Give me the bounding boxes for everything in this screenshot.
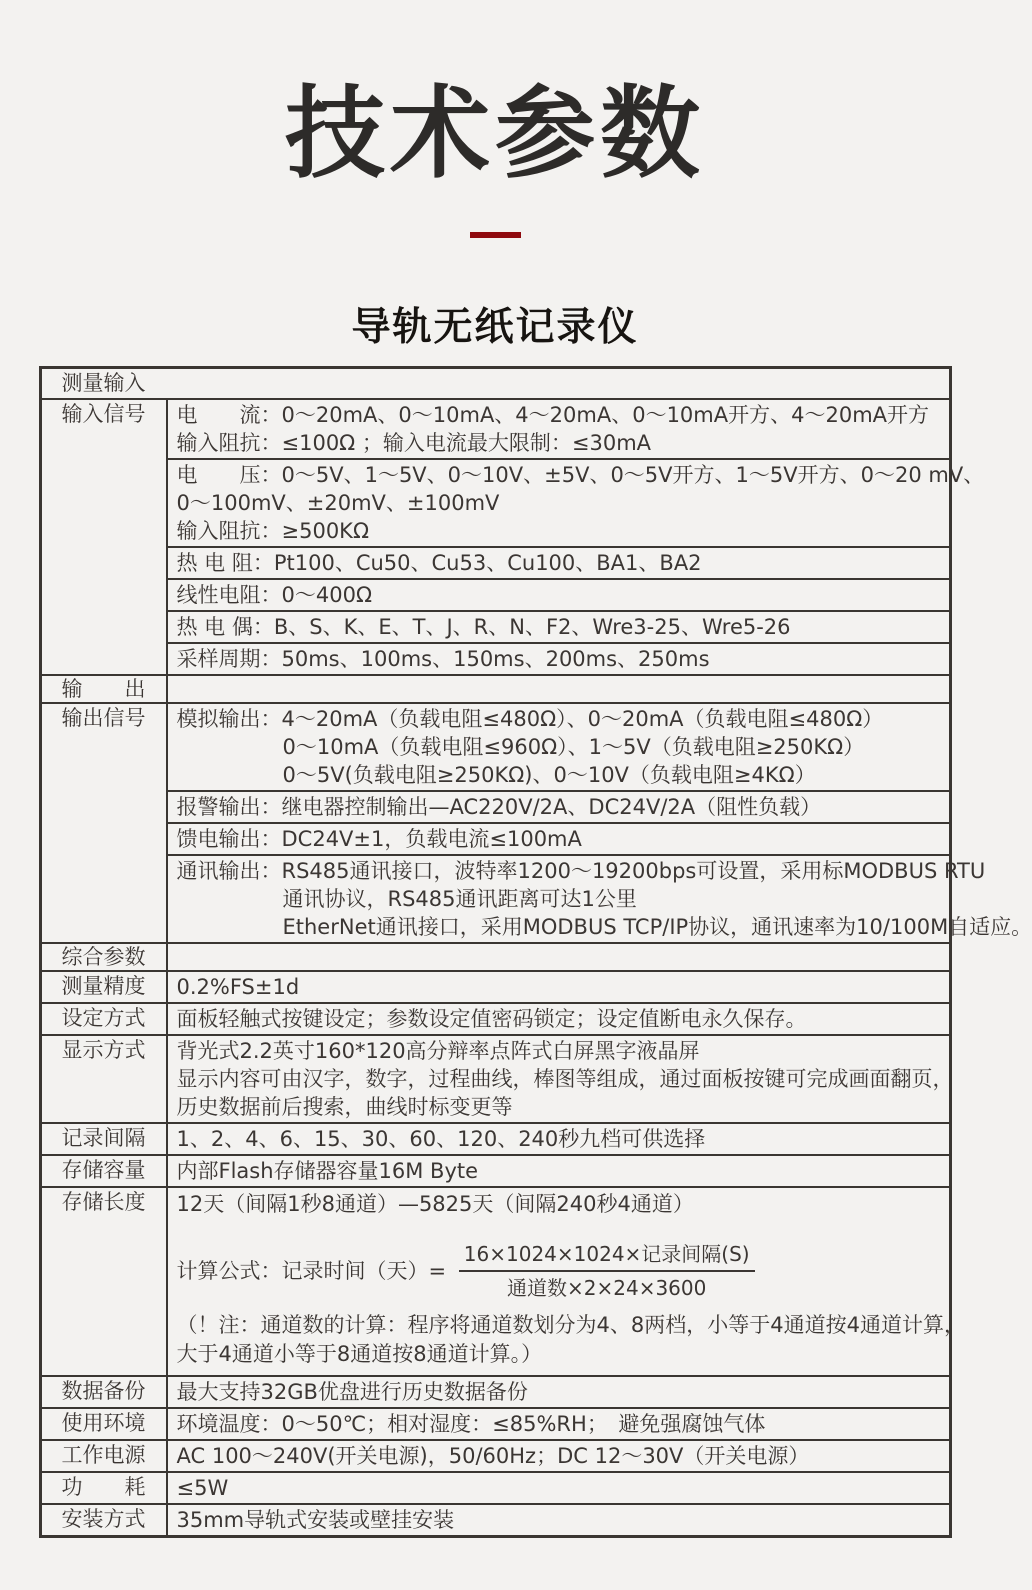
spec-line: 显示内容可由汉字，数字，过程曲线，棒图等组成，通过面板按键可完成画面翻页，: [176, 1067, 954, 1091]
table-row: [42, 1122, 949, 1154]
title-accent-divider: [470, 232, 521, 238]
fraction-numerator: 16×1024×1024×记录间隔(S): [459, 1241, 755, 1272]
spec-line: 热 电 阻：Pt100、Cu50、Cu53、Cu100、BA1、BA2: [176, 551, 702, 575]
table-row: [42, 1002, 949, 1034]
row-label: 使用环境: [42, 1409, 168, 1439]
spec-line: EtherNet通讯接口，采用MODBUS TCP/IP协议，通讯速率为10/100M自适应。: [282, 915, 1032, 939]
row-content: [168, 1188, 965, 1375]
spec-line: ≤5W: [176, 1476, 229, 1500]
spec-line: 环境温度：0～50℃；相对湿度：≤85%RH； 避免强腐蚀气体: [176, 1412, 766, 1436]
spec-line: 报警输出：继电器控制输出—AC220V/2A、DC24V/2A（阻性负载）: [176, 795, 822, 819]
storage-formula: [177, 1241, 949, 1301]
row-content: [168, 1004, 949, 1034]
spec-subrow: [168, 1156, 949, 1186]
row-label: 功 耗: [42, 1473, 168, 1503]
spec-line: 0～5V(负载电阻≥250KΩ)、0～10V（负载电阻≥4KΩ）: [282, 763, 816, 787]
spec-line: 背光式2.2英寸160*120高分辩率点阵式白屏黑字液晶屏: [176, 1039, 700, 1063]
spec-subrow: [168, 642, 949, 674]
formula-fraction: [459, 1241, 755, 1301]
spec-subrow: [168, 1441, 949, 1471]
spec-line: 0～10mA（负载电阻≤960Ω）、1～5V（负载电阻≥250KΩ）: [282, 735, 865, 759]
table-row: [42, 1471, 949, 1503]
row-content: [168, 1505, 949, 1535]
spec-line: 内部Flash存储器容量16M Byte: [176, 1159, 479, 1183]
row-label: 存储容量: [42, 1156, 168, 1186]
product-subtitle: 导轨无纸记录仪: [351, 305, 639, 350]
formula-prefix: 计算公式：记录时间（天）=: [176, 1259, 453, 1283]
table-row: [42, 1186, 965, 1375]
spec-line: 通讯协议，RS485通讯距离可达1公里: [282, 887, 637, 911]
spec-line: 采样周期：50ms、100ms、150ms、200ms、250ms: [176, 647, 710, 671]
spec-line: 输入阻抗：≤100Ω ；输入电流最大限制：≤30mA: [176, 431, 652, 455]
table-row: [42, 1034, 954, 1122]
spec-table: [39, 366, 1032, 1538]
storage-note-line: 大于4通道小等于8通道按8通道计算。）: [176, 1342, 543, 1366]
spec-subrow: [168, 1036, 954, 1122]
spec-line: 电 流：0～20mA、0～10mA、4～20mA、0～10mA开方、4～20mA开方: [176, 403, 930, 427]
table-row: [42, 398, 985, 674]
spec-line: 电 压：0～5V、1～5V、0～10V、±5V、0～5V开方、1～5V开方、0～20 mV、: [176, 463, 985, 487]
row-content: [168, 1409, 949, 1439]
spec-subrow: [168, 1004, 949, 1034]
row-content: [168, 676, 949, 702]
row-content: [168, 704, 1032, 942]
row-label: 测量精度: [42, 972, 168, 1002]
spec-subrow: [168, 1409, 949, 1439]
spec-sheet-page: [0, 75, 1032, 1590]
table-row: [42, 942, 949, 970]
table-row: [42, 970, 949, 1002]
spec-subrow: [168, 1473, 949, 1503]
table-row: [42, 1154, 949, 1186]
spec-subrow: [168, 790, 949, 822]
spec-subrow: [168, 578, 949, 610]
spec-line: 输入阻抗：≥500KΩ: [176, 519, 369, 543]
row-content: [168, 972, 949, 1002]
row-label: 输 出: [42, 676, 168, 702]
row-content: [168, 944, 949, 970]
row-label: 综合参数: [42, 944, 168, 970]
spec-line: 0.2%FS±1d: [176, 975, 300, 999]
storage-range-line: 12天（间隔1秒8通道）—5825天（间隔240秒4通道）: [176, 1192, 694, 1216]
spec-line: 通讯输出：RS485通讯接口，波特率1200～19200bps可设置，采用标MODBUS RTU: [176, 859, 986, 883]
spec-line: 模拟输出：4～20mA（负载电阻≤480Ω）、0～20mA（负载电阻≤480Ω）: [176, 707, 884, 731]
row-label: 数据备份: [42, 1377, 168, 1407]
row-content: [168, 1473, 949, 1503]
row-content: [168, 1377, 949, 1407]
spec-subrow: [168, 1505, 949, 1535]
row-label: 输入信号: [42, 400, 168, 674]
storage-cell: [168, 1188, 965, 1375]
row-label: 存储长度: [42, 1188, 168, 1375]
spec-subrow: [168, 1377, 949, 1407]
spec-line: 最大支持32GB优盘进行历史数据备份: [176, 1380, 528, 1404]
spec-line: 线性电阻：0～400Ω: [176, 583, 372, 607]
row-label: 显示方式: [42, 1036, 168, 1122]
row-label: 输出信号: [42, 704, 168, 942]
row-content: [168, 1036, 954, 1122]
table-row: [42, 1375, 949, 1407]
spec-line: 馈电输出：DC24V±1，负载电流≤100mA: [176, 827, 582, 851]
spec-line: AC 100～240V(开关电源)，50/60Hz；DC 12～30V（开关电源）: [176, 1444, 810, 1468]
row-content: [168, 400, 985, 674]
table-row: [42, 369, 949, 398]
storage-note-line: （！注：通道数的计算：程序将通道数划分为4、8两档，小等于4通道按4通道计算，: [176, 1313, 965, 1337]
spec-subrow: [168, 610, 949, 642]
table-row: [42, 1503, 949, 1535]
spec-subrow: [168, 972, 949, 1002]
spec-subrow: [168, 400, 949, 458]
row-label: 测量输入: [61, 371, 146, 395]
row-label: 安装方式: [42, 1505, 168, 1535]
row-content: [168, 1124, 949, 1154]
row-label: 设定方式: [42, 1004, 168, 1034]
fraction-denominator: 通道数×2×24×3600: [507, 1276, 707, 1300]
table-row: [42, 1439, 949, 1471]
spec-subrow: [168, 458, 985, 546]
row-content: [168, 1441, 949, 1471]
spec-subrow: [168, 704, 949, 790]
table-row: [42, 702, 1032, 942]
row-label: 工作电源: [42, 1441, 168, 1471]
table-row: [42, 1407, 949, 1439]
spec-line: 35mm导轨式安装或壁挂安装: [176, 1508, 455, 1532]
spec-subrow: [168, 546, 949, 578]
table-row: [42, 674, 949, 702]
spec-subrow: [168, 822, 949, 854]
spec-subrow: [168, 1124, 949, 1154]
spec-line: 0～100mV、±20mV、±100mV: [176, 491, 500, 515]
row-content: [168, 1156, 949, 1186]
spec-subrow: [168, 854, 1032, 942]
spec-line: 面板轻触式按键设定；参数设定值密码锁定；设定值断电永久保存。: [176, 1007, 807, 1031]
page-title: 技术参数: [285, 75, 705, 192]
spec-line: 1、2、4、6、15、30、60、120、240秒九档可供选择: [176, 1127, 706, 1151]
row-label: 记录间隔: [42, 1124, 168, 1154]
spec-line: 热 电 偶：B、S、K、E、T、J、R、N、F2、Wre3-25、Wre5-26: [176, 615, 791, 639]
spec-line: 历史数据前后搜索，曲线时标变更等: [176, 1095, 513, 1119]
